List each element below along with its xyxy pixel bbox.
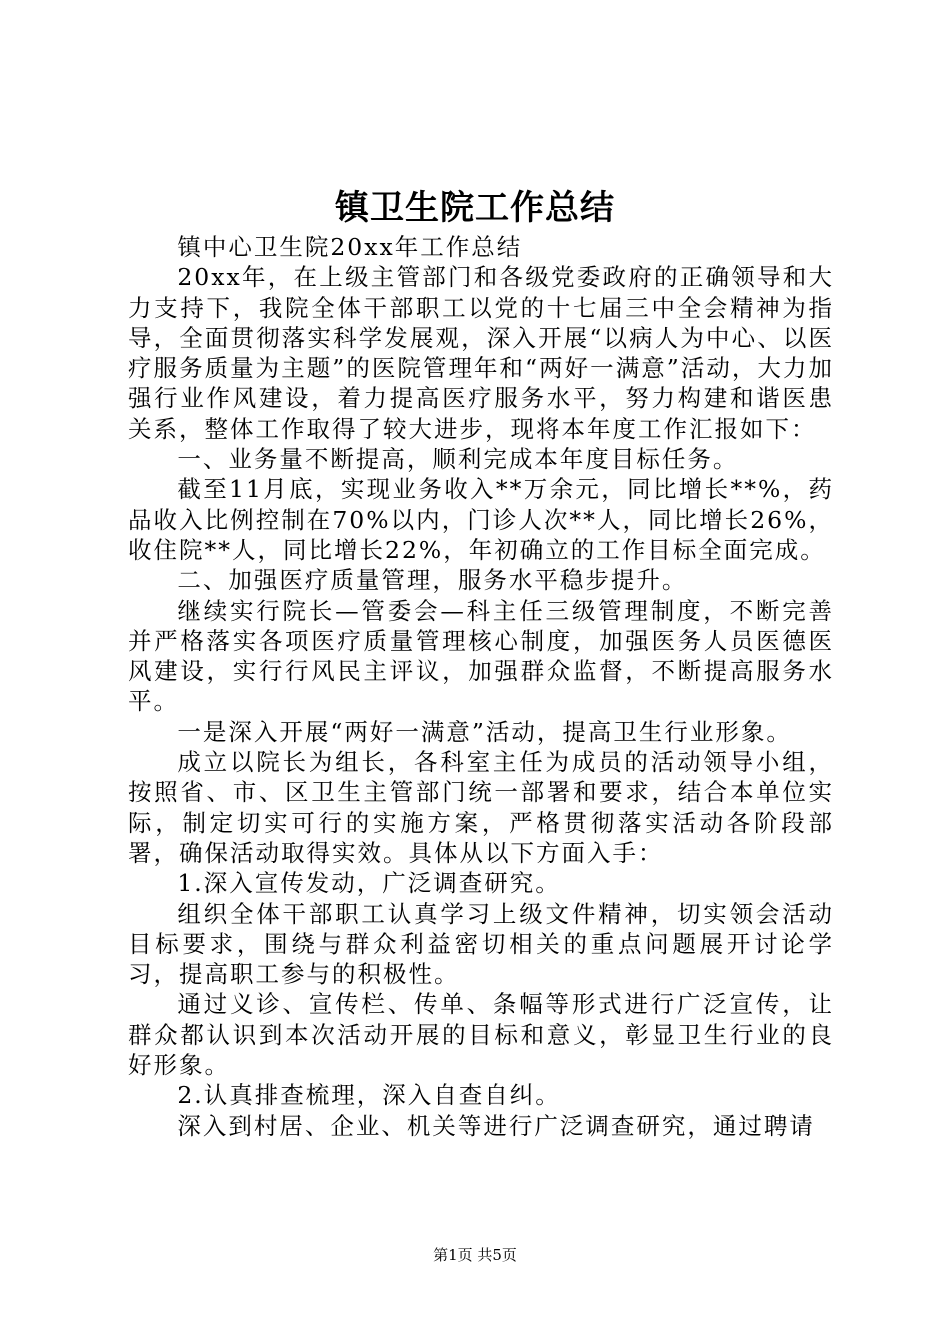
document-title: 镇卫生院工作总结 — [335, 188, 615, 228]
paragraph: 深入到村居、企业、机关等进行广泛调查研究，通过聘请 — [177, 1111, 815, 1140]
paragraph: 继续实行院长—管委会—科主任三级管理制度，不断完善并严格落实各项医疗质量管理核心制度，加强医务人员医德医风建设，实行行风民主评议，加强群众监督，不断提高服务水平。 — [128, 596, 834, 716]
paragraph: 截至11月底，实现业务收入**万余元，同比增长**%，药品收入比例控制在70%以内，门诊人次**人，同比增长26%，收住院**人，同比增长22%，年初确立的工作目标全面完成。 — [128, 475, 834, 564]
paragraph: 一是深入开展“两好一满意”活动，提高卫生行业形象。 — [177, 717, 792, 746]
paragraph: 一、业务量不断提高，顺利完成本年度目标任务。 — [177, 445, 739, 474]
paragraph: 组织全体干部职工认真学习上级文件精神，切实领会活动目标要求，围绕与群众利益密切相关的重点问题展开讨论学习，提高职工参与的积极性。 — [128, 899, 834, 989]
paragraph: 二、加强医疗质量管理，服务水平稳步提升。 — [177, 566, 688, 595]
paragraph: 20xx年，在上级主管部门和各级党委政府的正确领导和大力支持下，我院全体干部职工以党的十七届三中全会精神为指导，全面贯彻落实科学发展观，深入开展“以病人为中心、以医疗服务质量为主题”的医院管理年和“两好一满意”活动，大力加强行业作风建设，着力提高医疗服务水平，努力构建和谐医患关系，整体工作取得了较大进步，现将本年度工作汇报如下： — [128, 263, 834, 443]
paragraph: 成立以院长为组长，各科室主任为成员的活动领导小组，按照省、市、区卫生主管部门统一部署和要求，结合本单位实际，制定切实可行的实施方案，严格贯彻落实活动各阶段部署，确保活动取得实效。具体从以下方面入手： — [128, 748, 834, 867]
page-footer: 第1页 共5页 — [433, 1246, 517, 1264]
paragraph: 2.认真排查梳理，深入自查自纠。 — [177, 1081, 561, 1110]
paragraph: 1.深入宣传发动，广泛调查研究。 — [177, 869, 561, 898]
paragraph: 通过义诊、宣传栏、传单、条幅等形式进行广泛宣传，让群众都认识到本次活动开展的目标和意义，彰显卫生行业的良好形象。 — [128, 990, 834, 1080]
document-body — [128, 232, 834, 1141]
paragraph: 镇中心卫生院20xx年工作总结 — [177, 233, 523, 261]
